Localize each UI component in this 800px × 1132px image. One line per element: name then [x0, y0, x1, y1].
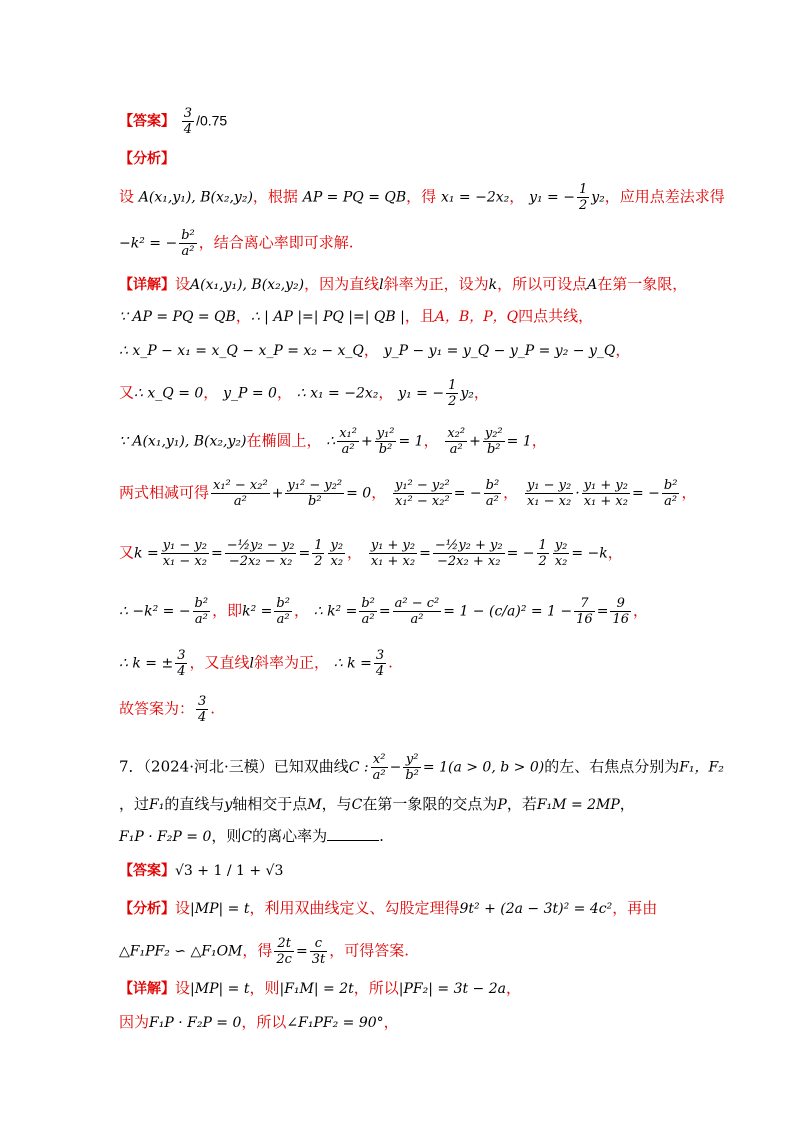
answer-blank[interactable]: [327, 826, 379, 841]
detail-line-5: ∵ A(x₁,y₁), B(x₂,y₂)在椭圆上， ∴ $\frac{\text{x₁²}}{\text{a²}}$ + $\frac{\text{y₁²}}{\text{b²}}$ = 1， $\frac{\text{x₂²}}{\text{a²}}$ + $\frac{\text{y₂²}}{\text{b²}}$ = 1，: [119, 426, 547, 457]
answer-line-2: 【答案】√3 + 1 / 1 + √3: [119, 863, 284, 879]
analysis2-line-2: △F₁PF₂ ∽ △F₁OM，得 $\frac{2t}{2c}$ = $\frac{c}{3t}$ ，可得答案.: [119, 936, 409, 967]
detail-line-8: ∴ −k² = − $\frac{\text{b²}}{\text{a²}}$ ，即k² = $\frac{\text{b²}}{\text{a²}}$ ， ∴ k² = $\frac{\text{b²}}{\text{a²}}$ = $\frac{\text{a² − c²}}{\text{a²}}$ = 1 − (c/a)² = 1 − $\frac{7}{16}$ = $\frac{9}{16}$ ，: [119, 596, 648, 627]
analysis-tag-line: [119, 148, 175, 169]
detail-line-9: ∴ k = ± $\frac{3}{4}$ ，又直线l斜率为正， ∴ k = $\frac{3}{4}$ .: [119, 648, 393, 679]
detail2-line-1: 【详解】设|MP| = t，则|F₁M| = 2t，所以|PF₂| = 3t − 2a，: [119, 979, 522, 997]
analysis-tag: 【分析】: [119, 151, 175, 167]
answer-line-1: [119, 106, 227, 137]
detail-line-6: 两式相减可得 $\frac{\text{x₁² − x₂²}}{\text{a²}}$ + $\frac{\text{y₁² − y₂²}}{\text{b²}}$ = 0， $\frac{\text{y₁² − y₂²}}{\text{x₁² − x₂²}}$ = − $\frac{\text{b²}}{\text{a²}}$ ， $\frac{\text{y₁ − y₂}}{\text{x₁ − x₂}}$ · $\frac{\text{y₁ + y₂}}{\text{x₁ + x₂}}$ = − $\frac{\text{b²}}{\text{a²}}$ ，: [119, 478, 697, 509]
problem-7-line-2: ，过F₁的直线与y轴相交于点M，与C在第一象限的交点为P，若F₁M = 2MP，: [119, 795, 635, 813]
analysis-line-2: −k² = − $\frac{\text{b²}}{\text{a²}}$ ，结合离心率即可求解.: [119, 228, 354, 259]
answer-tag: 【答案】: [119, 113, 175, 130]
detail-tag: 【详解】: [119, 277, 175, 293]
answer-alt: /0.75: [196, 112, 228, 129]
answer-fraction: $\frac{3}{4}$: [183, 106, 193, 137]
detail-line-7: 又k = $\frac{\text{y₁ − y₂}}{\text{x₁ − x₂}}$ = $\frac{\text{−½y₂ − y₂}}{\text{−2x₂ − x₂}}$ = $\frac{1}{2}$ $\frac{\text{y₂}}{\text{x₂}}$ ， $\frac{\text{y₁ + y₂}}{\text{x₁ + x₂}}$ = $\frac{\text{−½y₂ + y₂}}{\text{−2x₂ + x₂}}$ = − $\frac{1}{2}$ $\frac{\text{y₂}}{\text{x₂}}$ = −k，: [119, 538, 623, 569]
detail-line-3: ∴ x_P − x₁ = x_Q − x_P = x₂ − x_Q， y_P − y₁ = y_Q − y_P = y₂ − y_Q，: [119, 341, 631, 359]
final-answer-line: 故答案为： $\frac{3}{4}$ .: [119, 694, 216, 725]
problem-7-line-1: 7．（2024·河北·三模）已知双曲线C : $\frac{\text{x²}}{\text{a²}}$ − $\frac{\text{y²}}{\text{b²}}$ = 1(a > 0, b > 0)的左、右焦点分别为F₁，F₂: [119, 752, 724, 783]
problem-7-line-3: F₁P · F₂P = 0，则C的离心率为 .: [119, 827, 384, 845]
analysis2-line-1: 【分析】设|MP| = t，利用双曲线定义、勾股定理得9t² + (2a − 3t)² = 4c²，再由: [119, 899, 658, 917]
analysis-line-1: 设 A(x₁,y₁), B(x₂,y₂)，根据 AP = PQ = QB，得 x₁ = −2x₂， y₁ = − $\frac{1}{2}$ y₂，应用点差法求得: [119, 182, 725, 213]
detail-line-2: ∵ AP = PQ = QB，∴ | AP |=| PQ |=| QB |，且A，B，P，Q四点共线，: [119, 307, 594, 325]
detail-line-1: 【详解】设A(x₁,y₁), B(x₂,y₂)，因为直线l斜率为正，设为k，所以可设点A在第一象限，: [119, 275, 688, 293]
detail2-line-2: 因为F₁P · F₂P = 0，所以∠F₁PF₂ = 90°，: [119, 1013, 399, 1031]
problem-number: 7．: [119, 757, 144, 776]
detail-line-4: 又∴ x_Q = 0， y_P = 0， ∴ x₁ = −2x₂， y₁ = − $\frac{1}{2}$ y₂，: [119, 378, 489, 409]
